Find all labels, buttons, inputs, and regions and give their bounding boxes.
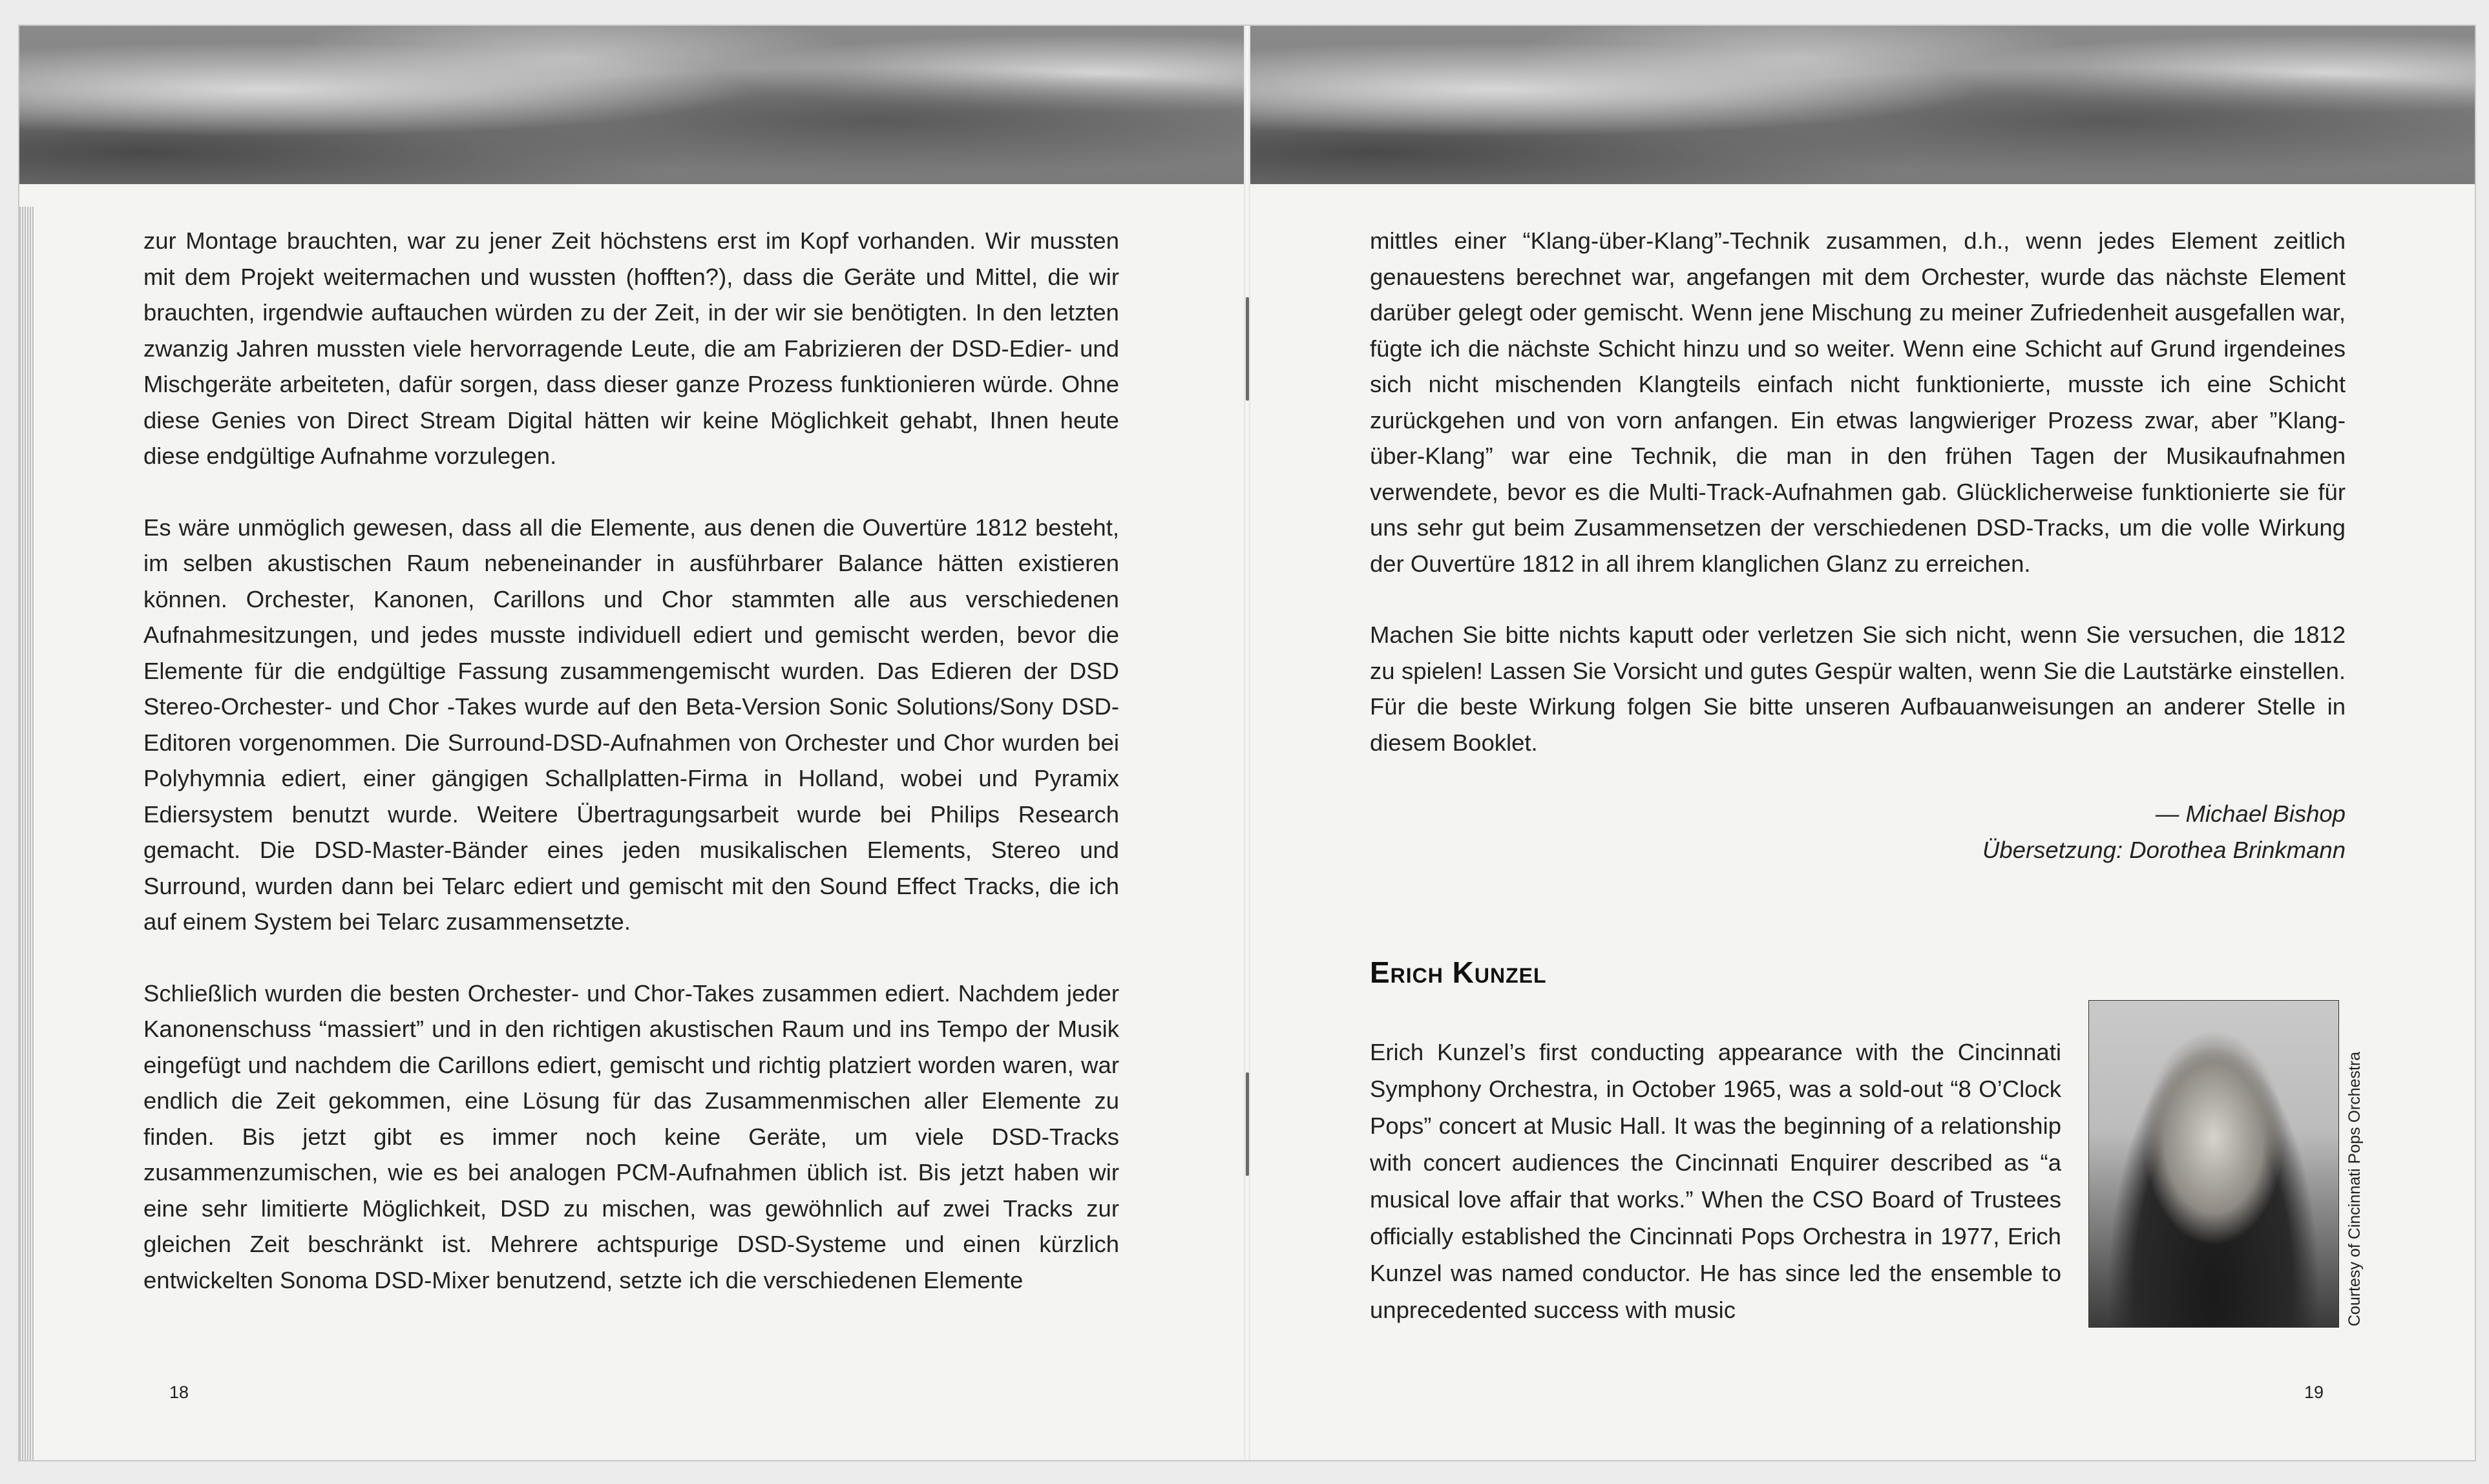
bio-text-block bbox=[1370, 1034, 2061, 1328]
staple-top bbox=[1246, 297, 1249, 401]
staple-bottom bbox=[1246, 1072, 1249, 1176]
translation-credit: Übersetzung: Dorothea Brinkmann bbox=[1982, 836, 2346, 863]
right-text-column bbox=[1370, 223, 2346, 868]
section-heading: Erich Kunzel bbox=[1370, 956, 1547, 989]
signature: — Michael Bishop bbox=[2155, 800, 2346, 827]
left-paragraph-3: Schließlich wurden die besten Orchester- und Chor-Takes zusammen ediert. Nachdem jeder Kanonenschuss “massiert” und in den richtigen akustischen Raum und ins Tempo der Musik eingefügt und nachdem die Carillons ediert, gemischt und richtig platziert worden waren, war endlich die Zeit gekommen, eine Lösung für das Zusammenmischen aller Elemente zu finden. Bis jetzt gibt es immer noch keine Geräte, um viele DSD-Tracks zusammenzumischen, wie es bei analogen PCM-Aufnahmen üblich ist. Bis jetzt haben wir eine sehr limitierte Möglichkeit, DSD zu mischen, was gewöhnlich auf zwei Tracks zur gleichen Zeit beschränkt ist. Mehrere achtspurige DSD-Systeme und einen kürzlich entwickelten Sonoma DSD-Mixer benutzend, setzte ich die verschiedenen Elemente bbox=[143, 979, 1119, 1293]
photo-credit: Courtesy of Cincinnati Pops Orchestra bbox=[2346, 1051, 2364, 1326]
spine bbox=[1244, 26, 1250, 1460]
right-header-image bbox=[1250, 26, 2475, 184]
right-paragraph-1: mittles einer “Klang-über-Klang”-Technik zusammen, d.h., wenn jedes Element zeitlich genauestens berechnet war, angefangen mit dem Orchester, wurde das nächste Element darüber gelegt oder gemischt. Wenn jene Mischung zu meiner Zufriedenheit ausgefallen war, fügte ich die nächste Schicht hinzu und so weiter. Wenn eine Schicht auf Grund irgendeines sich nicht mischenden Klangteils einfach nicht funktionierte, musste ich eine Schicht zurückgehen und von vorn anfangen. Ein etwas langwieriger Prozess zwar, aber ”Klang-über-Klang” war eine Technik, die man in den frühen Tagen der Musikaufnahmen verwendete, bevor es die Multi-Track-Aufnahmen gab. Glücklicherweise funktionierte sie für uns sehr gut beim Zusammensetzen der verschiedenen DSD-Tracks, um die volle Wirkung der Ouvertüre 1812 in all ihrem klanglichen Glanz zu erreichen. bbox=[1370, 227, 2346, 577]
left-paragraph-2: Es wäre unmöglich gewesen, dass all die Elemente, aus denen die Ouvertüre 1812 besteht, im selben akustischen Raum nebeneinander in ausführbarer Balance hätten existieren können. Orchester, Kanonen, Carillons und Chor stammten alle aus verschiedenen Aufnahmesitzungen, und jedes musste individuell ediert und gemischt werden, bevor die Elemente für die endgültige Fassung zusammengemischt wurden. Das Edieren der DSD Stereo-Orchester- und Chor -Takes wurde auf den Beta-Version Sonic Solutions/Sony DSD-Editoren vorgenommen. Die Surround-DSD-Aufnahmen von Orchester und Chor wurden bei Polyhymnia ediert, einer gängigen Schallplatten-Firma in Holland, wobei und Pyramix Ediersystem benutzt wurde. Weitere Übertragungsarbeit wurde bei Philips Research gemacht. Die DSD-Master-Bänder eines jeden musikalischen Elements, Stereo und Surround, wurden dann bei Telarc ediert und gemischt mit den Sound Effect Tracks, die ich auf einem System bei Telarc zusammensetzte. bbox=[143, 514, 1119, 935]
page-number-right: 19 bbox=[2304, 1383, 2324, 1402]
bio-paragraph: Erich Kunzel’s first conducting appearance with the Cincinnati Symphony Orchestra, in October 1965, was a sold-out “8 O’Clock Pops” concert at Music Hall. It was the beginning of a relationship with concert audiences the Cincinnati Enquirer described as “a musical love affair that works.” When the CSO Board of Trustees officially established the Cincinnati Pops Orchestra in 1977, Erich Kunzel was named conductor. He has since led the ensemble to unprecedented success with music bbox=[1370, 1039, 2061, 1323]
page-number-left: 18 bbox=[169, 1383, 189, 1402]
right-paragraph-2: Machen Sie bitte nichts kaputt oder verletzen Sie sich nicht, wenn Sie versuchen, die 1812 zu spielen! Lassen Sie Vorsicht und gutes Gespür walten, wenn Sie die Lautstärke einstellen. Für die beste Wirkung folgen Sie bitte unseren Aufbauanweisungen an anderer Stelle in diesem Booklet. bbox=[1370, 622, 2346, 756]
page-edges bbox=[19, 207, 34, 1460]
left-header-image bbox=[19, 26, 1244, 184]
left-paragraph-1: zur Montage brauchten, war zu jener Zeit höchstens erst im Kopf vorhanden. Wir mussten mit dem Projekt weitermachen und wussten (hofften?), dass die Geräte und Mittel, die wir brauchten, irgendwie auftauchen würden zu der Zeit, in der wir sie benötigten. In den letzten zwanzig Jahren mussten viele hervorragende Leute, die am Fabrizieren der DSD-Edier- und Mischgeräte arbeiteten, dafür sorgen, dass dieser ganze Prozess funktionieren würde. Ohne diese Genies von Direct Stream Digital hätten wir keine Möglichkeit gehabt, Ihnen heute diese endgültige Aufnahme vorzulegen. bbox=[143, 227, 1119, 469]
conductor-photo bbox=[2088, 1000, 2339, 1328]
left-text-column bbox=[143, 223, 1119, 1298]
